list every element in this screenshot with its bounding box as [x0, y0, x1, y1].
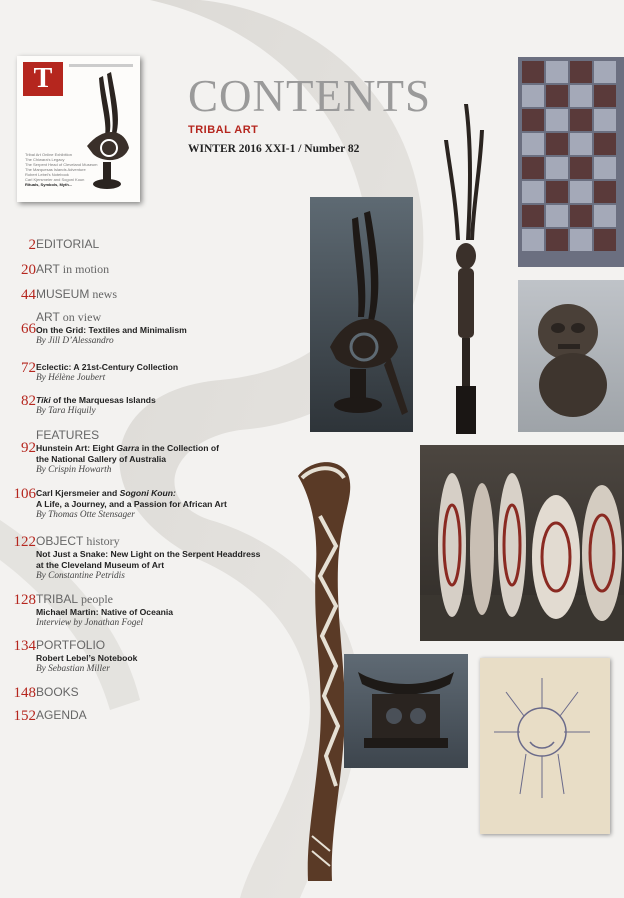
headline-text: Carl Kjersmeier and [36, 488, 120, 498]
headline-text: in the Collection of [139, 443, 220, 453]
headline-text: of the Marquesas Islands [50, 395, 156, 405]
article-headline: Not Just a Snake: New Light on the Serpent Headdress [36, 549, 261, 559]
stone-tiki-photo[interactable] [518, 280, 624, 432]
cover-line: The Marquesas Islands Adventure [25, 167, 86, 172]
section-caps: TRIBAL [36, 592, 79, 606]
section-caps: ART [36, 310, 60, 324]
article-byline: By Sebastian Miller [36, 664, 110, 674]
notebook-sketch [480, 658, 610, 834]
section-label [36, 262, 300, 277]
page-number: 128 [13, 592, 36, 608]
section-caps: MUSEUM [36, 287, 90, 301]
section-label: AGENDA [36, 708, 87, 722]
section-label: FEATURES [36, 428, 100, 442]
issue-info: WINTER 2016 XXI-1 / Number 82 [188, 143, 360, 155]
section-label: EDITORIAL [36, 237, 100, 251]
brand-name: TRIBAL ART [188, 124, 259, 136]
article-byline: By Crispin Howarth [36, 465, 112, 475]
page-number: 92 [21, 440, 36, 456]
article-headline [36, 488, 300, 499]
section-label [36, 592, 300, 607]
cover-logo: T [23, 62, 63, 96]
page-number: 2 [28, 237, 36, 253]
section-label: BOOKS [36, 685, 79, 699]
cover-line-bold: Rituals, Symbols, Myth... [25, 182, 73, 187]
cover-text-lines [25, 152, 98, 187]
headline-italic: Garra [116, 443, 140, 453]
article-byline: Interview by Jonathan Fogel [36, 618, 144, 628]
article-headline: Michael Martin: Native of Oceania [36, 607, 174, 617]
chiwara-headdress-photo[interactable] [310, 197, 413, 432]
page-title: CONTENTS [188, 71, 431, 121]
article-headline: Eclectic: A 21st-Century Collection [36, 362, 179, 372]
garra-boards [420, 445, 624, 641]
article-byline: By Thomas Otte Stensager [36, 510, 135, 520]
headline-italic: Tiki [36, 395, 51, 405]
page-number: 44 [21, 287, 36, 303]
page-number: 134 [13, 638, 36, 654]
section-label [36, 310, 300, 325]
headline-text: Hunstein Art: Eight [36, 443, 117, 453]
cover-line: Carl Kjersmeier and Sogoni Koun [25, 177, 85, 182]
page-number: 82 [21, 393, 36, 409]
tiki-figure [518, 280, 624, 432]
section-lc: people [78, 592, 114, 606]
textile-grid-photo[interactable] [518, 57, 624, 267]
staff-figure-photo[interactable] [430, 100, 496, 435]
article-headline: Robert Lebel’s Notebook [36, 653, 138, 663]
article-headline [36, 395, 300, 406]
page-number: 148 [13, 685, 36, 701]
article-headline-line2: at the Cleveland Museum of Art [36, 560, 165, 570]
notebook-page-photo[interactable] [480, 658, 610, 834]
headrest-figure [344, 654, 468, 768]
cover-line: The Serpent Head of Cleveland Museum [25, 162, 98, 167]
article-headline: On the Grid: Textiles and Minimalism [36, 325, 187, 335]
page-number: 122 [13, 534, 36, 550]
magazine-cover-thumbnail[interactable] [17, 56, 140, 202]
cover-line: Tribal Art Online Exhibition [25, 152, 72, 157]
article-byline: By Constantine Petridis [36, 571, 125, 581]
article-headline-line2: A Life, a Journey, and a Passion for African Art [36, 499, 227, 509]
page-number: 106 [13, 486, 36, 502]
section-label [36, 287, 300, 302]
headline-italic: Sogoni Koun: [119, 488, 176, 498]
article-headline [36, 443, 300, 454]
article-headline-line2: the National Gallery of Australia [36, 454, 167, 464]
page-number: 20 [21, 262, 36, 278]
headrest-photo[interactable] [344, 654, 468, 768]
page-number: 66 [21, 321, 36, 337]
section-label [36, 534, 300, 549]
section-label: PORTFOLIO [36, 638, 106, 652]
section-lc: news [89, 287, 118, 301]
section-lc: history [83, 534, 120, 548]
article-byline: By Hélène Joubert [36, 373, 106, 383]
cover-line: Robert Lebel's Notebook [25, 172, 69, 177]
cover-line: The Chiwara's Legacy [25, 157, 65, 162]
page-number: 72 [21, 360, 36, 376]
article-byline: By Jill D’Alessandro [36, 336, 114, 346]
article-byline: By Tara Hiquily [36, 406, 96, 416]
section-caps: ART [36, 262, 60, 276]
chiwara-figure [310, 197, 413, 432]
page-number: 152 [13, 708, 36, 724]
textile-pattern [518, 57, 624, 267]
section-lc: on view [59, 310, 102, 324]
garra-boards-photo[interactable] [420, 445, 624, 641]
section-caps: OBJECT [36, 534, 84, 548]
section-lc: in motion [59, 262, 110, 276]
